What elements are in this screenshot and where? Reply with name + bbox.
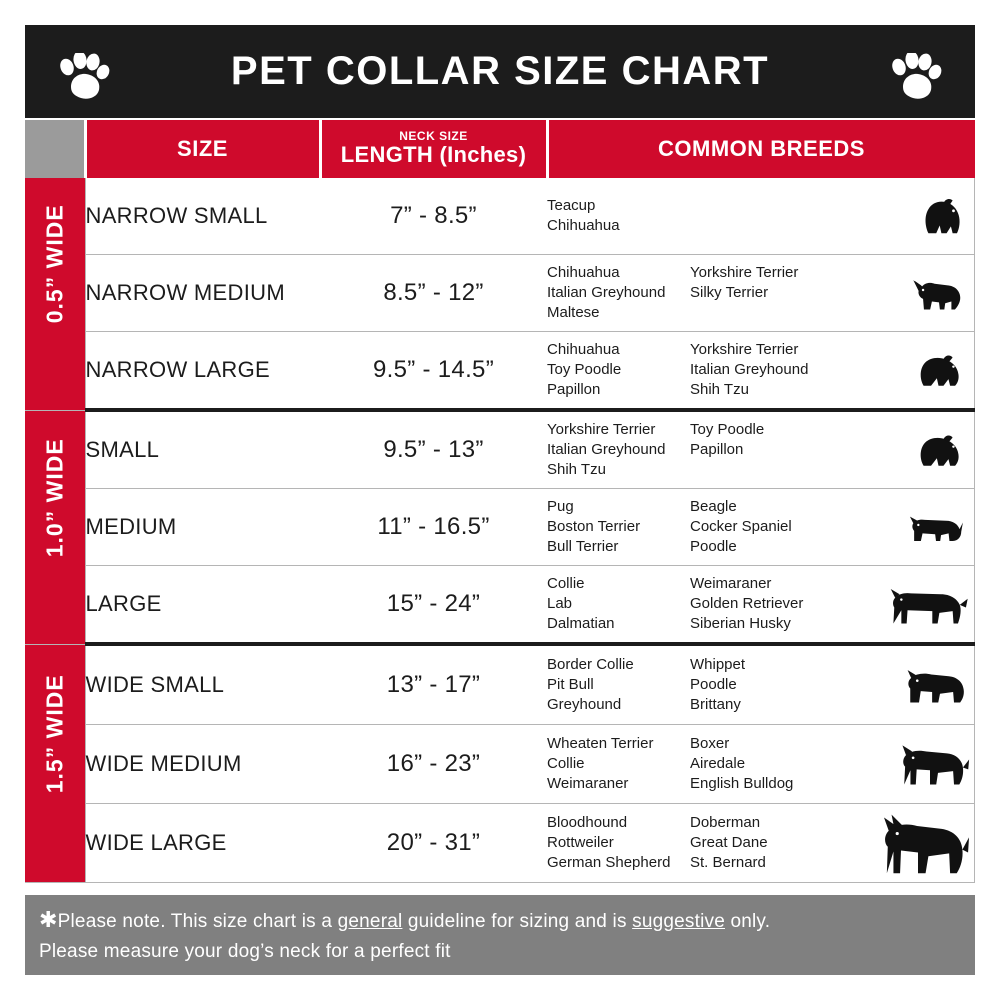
breed-name: Shih Tzu bbox=[547, 461, 606, 478]
neck-size-caption: NECK SIZE bbox=[399, 129, 468, 143]
length-value: 7” - 8.5” bbox=[320, 178, 547, 255]
breed-name: Italian Greyhound bbox=[547, 441, 666, 458]
size-label: SMALL bbox=[85, 410, 320, 489]
length-value: 9.5” - 14.5” bbox=[320, 332, 547, 411]
breed-name: Italian Greyhound bbox=[690, 361, 809, 378]
footnote bbox=[25, 895, 975, 975]
breed-name: Shih Tzu bbox=[690, 381, 749, 398]
breed-name: German Shepherd bbox=[547, 854, 671, 871]
table-row bbox=[25, 178, 975, 255]
breed-name: Chihuahua bbox=[547, 341, 620, 358]
breed-name: Maltese bbox=[547, 304, 600, 321]
table-row bbox=[25, 255, 975, 332]
standing-dog-silhouette bbox=[860, 581, 974, 627]
boxer-silhouette bbox=[860, 740, 974, 788]
breeds-column-1 bbox=[547, 196, 690, 236]
breed-name: Wheaten Terrier bbox=[547, 735, 654, 752]
doberman-silhouette bbox=[860, 809, 974, 877]
width-group-label-1: 1.0” WIDE bbox=[25, 410, 85, 644]
breed-name: Lab bbox=[547, 595, 573, 612]
breeds-column-2 bbox=[690, 263, 833, 323]
column-header-breeds: COMMON BREEDS bbox=[547, 120, 975, 178]
size-label: WIDE SMALL bbox=[85, 644, 320, 725]
length-value: 20” - 31” bbox=[320, 804, 547, 883]
breeds-column-2 bbox=[690, 497, 833, 557]
table-row bbox=[25, 410, 975, 489]
breed-name: Pug bbox=[547, 498, 574, 515]
breeds-column-2 bbox=[690, 340, 833, 400]
long-haired-toy-dog-silhouette bbox=[860, 351, 974, 389]
breeds-cell bbox=[547, 644, 975, 725]
terrier-silhouette bbox=[860, 509, 974, 546]
breeds-column-1 bbox=[547, 497, 690, 557]
breeds-column-1 bbox=[547, 574, 690, 634]
corner-cell bbox=[25, 120, 85, 178]
size-chart-table bbox=[25, 120, 975, 883]
breeds-cell bbox=[547, 566, 975, 645]
breeds-column-1 bbox=[547, 813, 690, 873]
breed-name: Poodle bbox=[690, 676, 737, 693]
breeds-cell bbox=[547, 489, 975, 566]
footnote-emphasis-general: general bbox=[337, 911, 403, 932]
page-title: PET COLLAR SIZE CHART bbox=[230, 49, 770, 93]
column-header-size: SIZE bbox=[85, 120, 320, 178]
breed-name: Pit Bull bbox=[547, 676, 594, 693]
length-value: 13” - 17” bbox=[320, 644, 547, 725]
breed-name: Silky Terrier bbox=[690, 284, 769, 301]
table-row bbox=[25, 566, 975, 645]
breed-name: Airedale bbox=[690, 755, 746, 772]
breed-name: Yorkshire Terrier bbox=[690, 341, 799, 358]
long-haired-toy-dog-silhouette bbox=[860, 431, 974, 469]
breed-name: Yorkshire Terrier bbox=[690, 264, 799, 281]
size-label: LARGE bbox=[85, 566, 320, 645]
breeds-column-1 bbox=[547, 655, 690, 715]
width-group-label-0: 0.5” WIDE bbox=[25, 178, 85, 410]
width-group-label-2: 1.5” WIDE bbox=[25, 644, 85, 883]
breeds-cell bbox=[547, 178, 975, 255]
asterisk-icon: ✱ bbox=[39, 907, 58, 932]
breeds-column-2 bbox=[690, 196, 833, 236]
small-fluffy-dog-silhouette bbox=[860, 197, 974, 235]
table-row bbox=[25, 804, 975, 883]
breed-name: Boston Terrier bbox=[547, 518, 641, 535]
breed-name: Weimaraner bbox=[690, 575, 772, 592]
breeds-cell bbox=[547, 725, 975, 804]
breed-name: Bloodhound bbox=[547, 814, 628, 831]
breeds-cell bbox=[547, 332, 975, 411]
length-value: 16” - 23” bbox=[320, 725, 547, 804]
breed-name: Weimaraner bbox=[547, 775, 629, 792]
breed-name: Toy Poodle bbox=[690, 421, 765, 438]
breeds-cell bbox=[547, 255, 975, 332]
size-label: NARROW LARGE bbox=[85, 332, 320, 411]
breed-name: Toy Poodle bbox=[547, 361, 622, 378]
paw-print-icon bbox=[889, 53, 943, 101]
breed-name: Beagle bbox=[690, 498, 737, 515]
breeds-column-2 bbox=[690, 655, 833, 715]
table-header-row bbox=[25, 120, 975, 178]
breed-name: Great Dane bbox=[690, 834, 768, 851]
size-label: WIDE LARGE bbox=[85, 804, 320, 883]
table-row bbox=[25, 725, 975, 804]
length-value: 8.5” - 12” bbox=[320, 255, 547, 332]
breeds-column-2 bbox=[690, 734, 833, 794]
bulldog-silhouette bbox=[860, 664, 974, 706]
breed-name: Papillon bbox=[690, 441, 744, 458]
breed-name: Dalmatian bbox=[547, 615, 615, 632]
size-label: WIDE MEDIUM bbox=[85, 725, 320, 804]
footnote-line-1: ✱Please note. This size chart is a general guideline for sizing and is suggestive only. bbox=[39, 907, 771, 932]
breed-name: St. Bernard bbox=[690, 854, 766, 871]
breed-name: Chihuahua bbox=[547, 264, 620, 281]
length-value: 15” - 24” bbox=[320, 566, 547, 645]
table-row bbox=[25, 489, 975, 566]
breed-name: Siberian Husky bbox=[690, 615, 791, 632]
footnote-line-2: Please measure your dog’s neck for a perfect fit bbox=[39, 941, 451, 962]
paw-print-icon bbox=[57, 53, 111, 101]
breed-name: Poodle bbox=[690, 538, 737, 555]
breed-name: Brittany bbox=[690, 696, 741, 713]
breed-name: Papillon bbox=[547, 381, 601, 398]
breed-name: Bull Terrier bbox=[547, 538, 619, 555]
breeds-column-2 bbox=[690, 813, 833, 873]
breed-name: Golden Retriever bbox=[690, 595, 804, 612]
size-label: MEDIUM bbox=[85, 489, 320, 566]
table-row bbox=[25, 644, 975, 725]
breed-name: Chihuahua bbox=[547, 217, 620, 234]
column-header-length: NECK SIZE LENGTH (Inches) bbox=[320, 120, 547, 178]
size-label: NARROW SMALL bbox=[85, 178, 320, 255]
breed-name: Border Collie bbox=[547, 656, 634, 673]
footnote-emphasis-suggestive: suggestive bbox=[632, 911, 725, 932]
breeds-cell bbox=[547, 410, 975, 489]
size-label: NARROW MEDIUM bbox=[85, 255, 320, 332]
breeds-cell bbox=[547, 804, 975, 883]
breed-name: Doberman bbox=[690, 814, 761, 831]
breed-name: Greyhound bbox=[547, 696, 622, 713]
breed-name: Whippet bbox=[690, 656, 746, 673]
breed-name: Teacup bbox=[547, 197, 596, 214]
breed-name: Yorkshire Terrier bbox=[547, 421, 656, 438]
length-value: 11” - 16.5” bbox=[320, 489, 547, 566]
table-row bbox=[25, 332, 975, 411]
breeds-column-1 bbox=[547, 420, 690, 480]
breed-name: Cocker Spaniel bbox=[690, 518, 792, 535]
breeds-column-1 bbox=[547, 734, 690, 794]
breed-name: Rottweiler bbox=[547, 834, 614, 851]
breed-name: Boxer bbox=[690, 735, 730, 752]
chihuahua-silhouette bbox=[860, 274, 974, 313]
breed-name: Collie bbox=[547, 755, 585, 772]
breeds-column-1 bbox=[547, 263, 690, 323]
breed-name: Italian Greyhound bbox=[547, 284, 666, 301]
length-value: 9.5” - 13” bbox=[320, 410, 547, 489]
chart-header bbox=[25, 25, 975, 118]
breeds-column-1 bbox=[547, 340, 690, 400]
breeds-column-2 bbox=[690, 420, 833, 480]
breed-name: Collie bbox=[547, 575, 585, 592]
breed-name: English Bulldog bbox=[690, 775, 794, 792]
breeds-column-2 bbox=[690, 574, 833, 634]
